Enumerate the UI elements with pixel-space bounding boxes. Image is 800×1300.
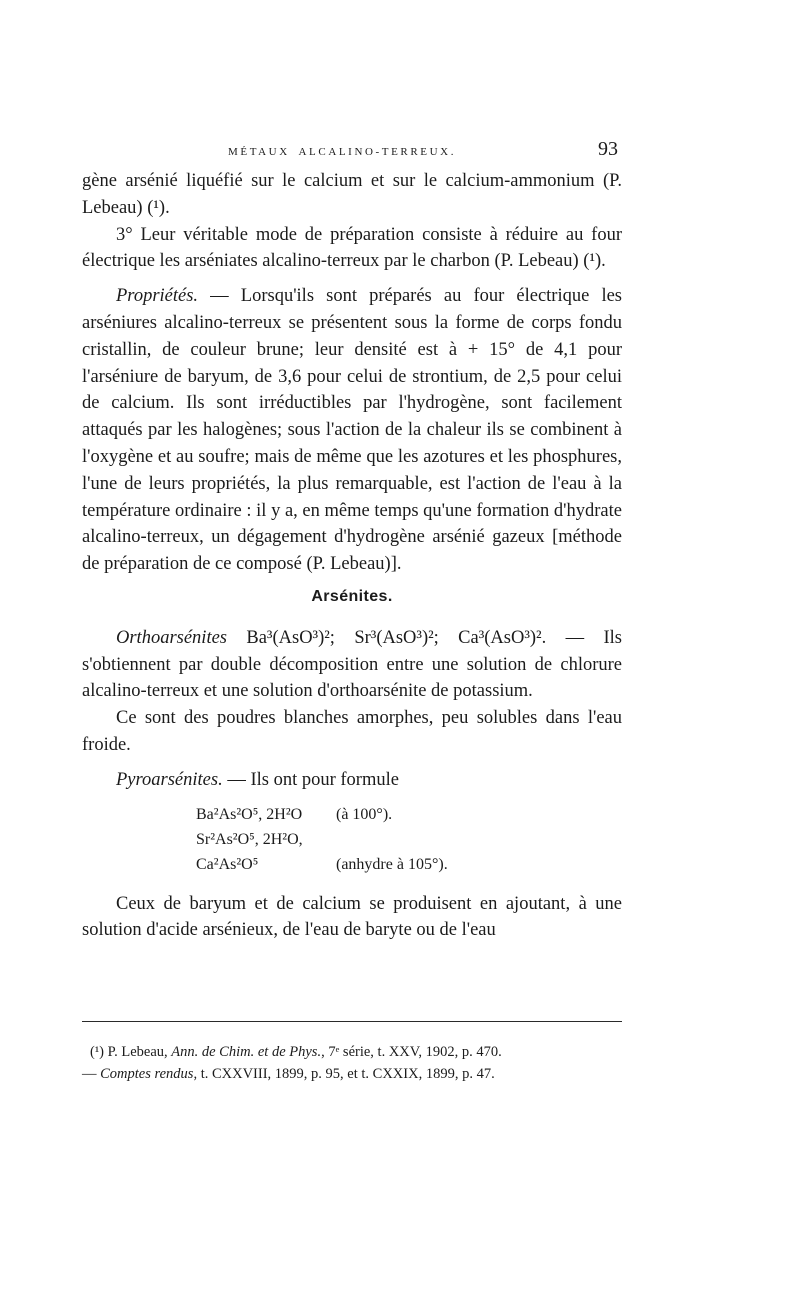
page-number: 93 bbox=[598, 138, 618, 160]
pyroarsenites-text: — Ils ont pour formule bbox=[222, 769, 399, 790]
pyroarsenites-heading: Pyroarsénites. bbox=[116, 769, 223, 790]
footnote-line bbox=[82, 1063, 642, 1085]
footnote-dash: — bbox=[82, 1066, 101, 1082]
formula-note: (anhydre à 105°). bbox=[336, 855, 448, 873]
footnote bbox=[82, 1041, 642, 1085]
running-title: MÉTAUX ALCALINO-TERREUX. bbox=[228, 146, 457, 158]
paragraph-orthoarsenites bbox=[82, 625, 622, 705]
properties-text: — Lorsqu'ils sont préparés au four électrique les arséniures alcalino-terreux se présentent sous la forme de corps fondu cristallin, de couleur brune; leur densité est à + 15° de 4,1 pour l'arséniure de baryum, de 3,6 pour celui de strontium, de 2,5 pour celui de calcium. Ils sont irréductibles par l'hydrogène, sont facilement attaqués par les halogènes; sous l'action de la chaleur ils se combinent à l'oxygène et au soufre; mais de même que les azotures et les phosphures, l'une de leurs propriétés, la plus remarquable, est l'action de l'eau à la température ordinaire : il y a, en même temps qu'une formation d'hydrate alcalino-terreux, un dégagement d'hydrogène arsénié gazeux [méthode de préparation de ce composé (P. Lebeau)]. bbox=[82, 286, 622, 575]
formula-row bbox=[82, 852, 622, 877]
footnote-reference: , 7ᵉ série, t. XXV, 1902, p. 470. bbox=[321, 1044, 502, 1060]
formula-row bbox=[82, 802, 622, 827]
properties-heading: Propriétés. bbox=[116, 286, 199, 307]
paragraph-continuation: gène arsénié liquéfié sur le calcium et sur le calcium-ammonium (P. Lebeau) (¹). bbox=[82, 171, 622, 218]
footnote-reference: , t. CXXVIII, 1899, p. 95, et t. CXXIX, 1899, p. 47. bbox=[193, 1066, 495, 1082]
orthoarsenites-text: — Ils s'obtiennent par double décomposition entre une solution de chlorure alcalino-terreux et une solution d'orthoarsénite de potassium. bbox=[82, 627, 622, 702]
formula: Ba²As²O⁵, 2H²O bbox=[196, 805, 303, 823]
orthoarsenites-formula: Ba³(AsO³)²; Sr³(AsO³)²; Ca³(AsO³)². bbox=[227, 627, 547, 648]
paragraph-pyroarsenites bbox=[82, 767, 622, 794]
paragraph-properties bbox=[82, 283, 622, 578]
formula-list bbox=[82, 802, 622, 877]
paragraph-method-3: 3° Leur véritable mode de préparation consiste à réduire au four électrique les arséniates alcalino-terreux par le charbon (P. Lebeau) (¹). bbox=[82, 224, 622, 272]
paragraph-preparation: Ceux de baryum et de calcium se produisent en ajoutant, à une solution d'acide arsénieux, de l'eau de baryte ou de l'eau bbox=[82, 893, 622, 941]
footnote-divider bbox=[82, 1021, 622, 1022]
formula-row bbox=[82, 827, 622, 852]
main-text bbox=[82, 168, 622, 944]
orthoarsenites-heading: Orthoarsénites bbox=[116, 627, 227, 648]
footnote-journal: Comptes rendus bbox=[100, 1066, 194, 1082]
section-title: Arsénites. bbox=[311, 587, 393, 605]
formula: Ca²As²O⁵ bbox=[196, 855, 259, 873]
page-header bbox=[0, 138, 800, 168]
footnote-author: (¹) P. Lebeau, bbox=[90, 1044, 172, 1060]
footnote-journal: Ann. de Chim. et de Phys. bbox=[171, 1044, 322, 1060]
formula-note: (à 100°). bbox=[336, 805, 393, 823]
paragraph-description: Ce sont des poudres blanches amorphes, peu solubles dans l'eau froide. bbox=[82, 708, 622, 755]
formula: Sr²As²O⁵, 2H²O, bbox=[196, 830, 303, 848]
footnote-line bbox=[82, 1041, 642, 1063]
